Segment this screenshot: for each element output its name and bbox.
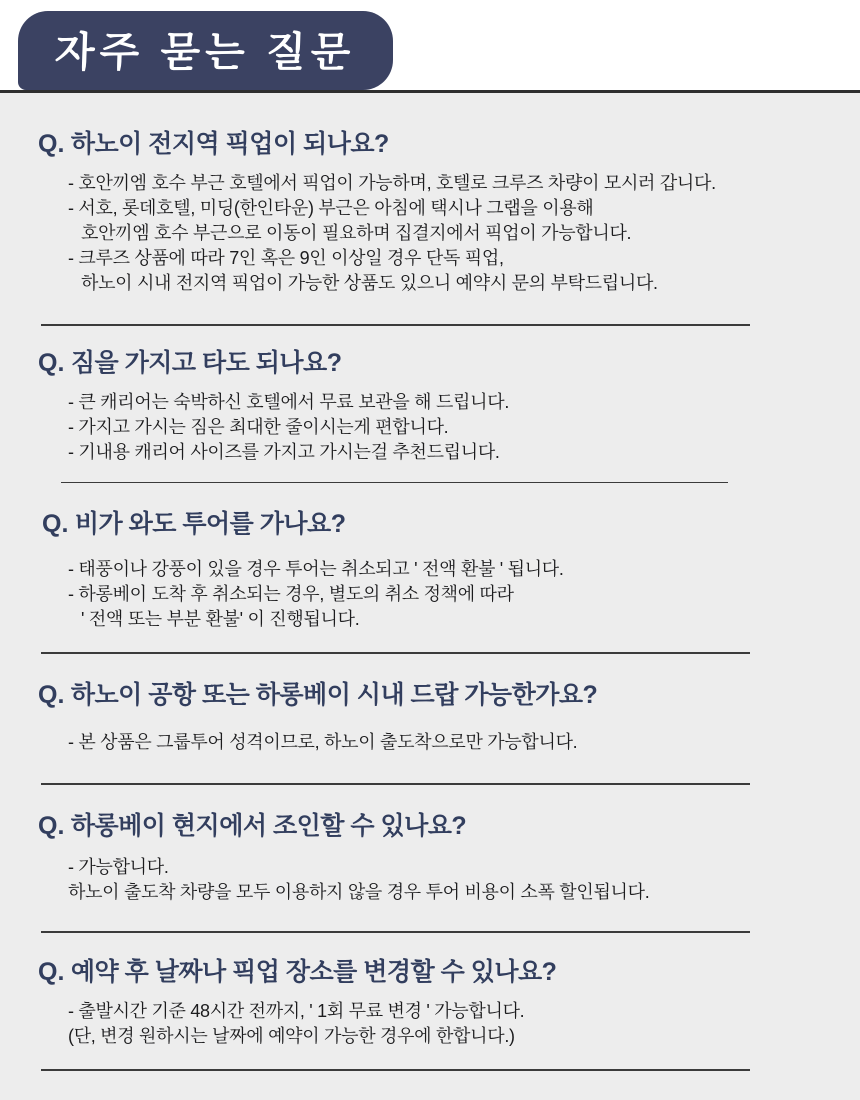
faq-answer-line: - 호안끼엠 호수 부근 호텔에서 픽업이 가능하며, 호텔로 크루즈 차량이 모시러 갑니다. <box>68 173 716 193</box>
faq-answer-line: - 하롱베이 도착 후 취소되는 경우, 별도의 취소 정책에 따라 <box>68 584 514 604</box>
faq-section <box>0 483 860 654</box>
faq-answers <box>68 730 860 755</box>
q-prefix: Q. <box>38 130 65 158</box>
faq-question <box>42 509 860 539</box>
faq-section <box>0 933 860 1071</box>
faq-question <box>38 129 860 159</box>
q-prefix: Q. <box>38 349 65 377</box>
faq-question <box>38 957 860 987</box>
question-text: 예약 후 날짜나 픽업 장소를 변경할 수 있나요? <box>70 958 557 986</box>
question-text: 하노이 공항 또는 하롱베이 시내 드랍 가능한가요? <box>70 681 598 709</box>
faq-answer-line: 호안끼엠 호수 부근으로 이동이 필요하며 집결지에서 픽업이 가능합니다. <box>81 223 632 243</box>
q-prefix: Q. <box>38 681 65 709</box>
q-prefix: Q. <box>38 958 65 986</box>
faq-answer-line: - 태풍이나 강풍이 있을 경우 투어는 취소되고 ' 전액 환불 ' 됩니다. <box>68 559 564 579</box>
faq-answer-line: - 출발시간 기준 48시간 전까지, ' 1회 무료 변경 ' 가능합니다. <box>68 1001 525 1021</box>
faq-answer-line: ' 전액 또는 부분 환불' 이 진행됩니다. <box>81 609 360 629</box>
faq-answers <box>68 390 860 465</box>
faq-answer-line: 하노이 출도착 차량을 모두 이용하지 않을 경우 투어 비용이 소폭 할인됩니다. <box>68 882 650 902</box>
faq-answer-line: - 큰 캐리어는 숙박하신 호텔에서 무료 보관을 해 드립니다. <box>68 392 510 412</box>
question-text: 하노이 전지역 픽업이 되나요? <box>70 130 389 158</box>
faq-answer-line: - 서호, 롯데호텔, 미딩(한인타운) 부근은 아침에 택시나 그랩을 이용해 <box>68 198 594 218</box>
faq-answer-line: - 크루즈 상품에 따라 7인 혹은 9인 이상일 경우 단독 픽업, <box>68 248 504 268</box>
faq-answer-line: 하노이 시내 전지역 픽업이 가능한 상품도 있으니 예약시 문의 부탁드립니다. <box>81 273 658 293</box>
faq-answer-line: - 본 상품은 그룹투어 성격이므로, 하노이 출도착으로만 가능합니다. <box>68 732 578 752</box>
faq-list <box>0 93 860 1100</box>
section-divider <box>41 1069 750 1071</box>
question-text: 짐을 가지고 타도 되나요? <box>70 349 342 377</box>
question-text: 하롱베이 현지에서 조인할 수 있나요? <box>70 812 467 840</box>
faq-answer-line: - 가지고 가시는 짐은 최대한 줄이시는게 편합니다. <box>68 417 449 437</box>
page-title: 자주 묻는 질문 <box>54 29 357 75</box>
faq-question <box>38 348 860 378</box>
question-text: 비가 와도 투어를 가나요? <box>74 510 346 538</box>
faq-question <box>38 680 860 710</box>
faq-section <box>0 785 860 933</box>
faq-section <box>0 654 860 785</box>
faq-section <box>0 93 860 326</box>
q-prefix: Q. <box>38 812 65 840</box>
page-header <box>0 0 860 93</box>
faq-answer-line: - 가능합니다. <box>68 857 169 877</box>
faq-question <box>38 811 860 841</box>
faq-section <box>0 326 860 483</box>
faq-answers <box>68 171 860 296</box>
title-badge <box>18 11 393 90</box>
faq-answers <box>68 855 860 905</box>
header-rule <box>0 90 860 93</box>
faq-answer-line: - 기내용 캐리어 사이즈를 가지고 가시는걸 추천드립니다. <box>68 442 500 462</box>
faq-answers <box>68 557 860 632</box>
faq-answer-line: (단, 변경 원하시는 날짜에 예약이 가능한 경우에 한합니다.) <box>68 1026 515 1046</box>
faq-answers <box>68 999 860 1049</box>
q-prefix: Q. <box>42 510 69 538</box>
